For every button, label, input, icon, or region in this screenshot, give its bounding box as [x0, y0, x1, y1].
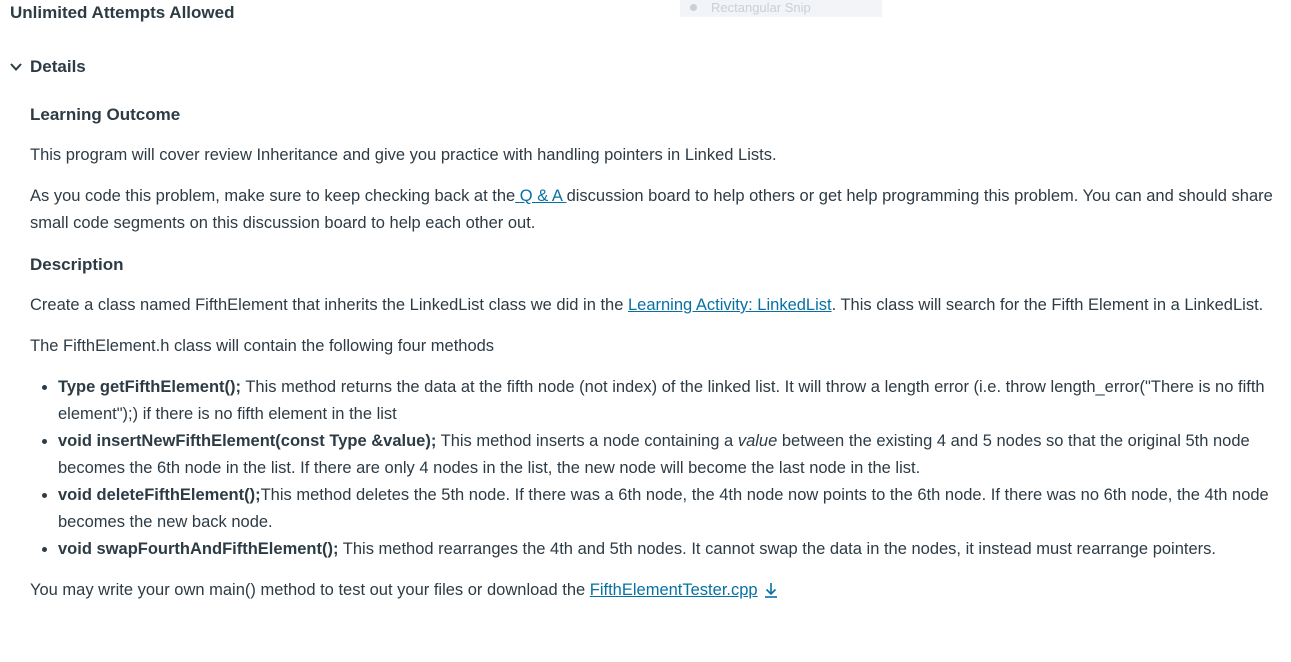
- tester-file-link[interactable]: FifthElementTester.cpp: [589, 581, 758, 599]
- method-description: This method returns the data at the fifth node (not index) of the linked list. It will throw a length error (i.e. throw length_error("There is no fifth element");) if there is no fifth element in the list: [58, 378, 1265, 423]
- qa-text-after: discussion board to help others or get help programming this problem. You can and should share small code segments on this discussion board to help each other out.: [30, 187, 1273, 232]
- method-signature: void insertNewFifthElement(const Type &value);: [58, 432, 437, 450]
- rectangular-snip-overlay[interactable]: [680, 0, 882, 17]
- description-paragraph: [30, 292, 1282, 319]
- tester-paragraph: [30, 577, 1282, 607]
- description-heading: Description: [30, 255, 124, 274]
- method-signature: Type getFifthElement();: [58, 378, 242, 396]
- details-toggle[interactable]: [9, 57, 86, 77]
- method-description: This method inserts a node containing a: [436, 432, 738, 450]
- radio-dot-icon: [690, 4, 697, 11]
- tester-text: You may write your own main() method to test out your files or download the: [30, 581, 590, 599]
- list-item: [58, 536, 1282, 563]
- method-signature: void deleteFifthElement();: [58, 486, 261, 504]
- learning-activity-link[interactable]: Learning Activity: LinkedList: [627, 296, 832, 314]
- chevron-down-icon: [9, 62, 23, 72]
- desc-text-after: . This class will search for the Fifth Element in a LinkedList.: [831, 296, 1264, 314]
- method-description: between the existing 4 and 5 nodes so that the original 5th node becomes the 6th node in the list. If there are only 4 nodes in the list, the new node will become the last node in the list.: [58, 432, 1250, 477]
- download-icon[interactable]: [764, 580, 778, 607]
- snip-label: Rectangular Snip: [711, 0, 811, 15]
- outcome-paragraph: This program will cover review Inheritance and give you practice with handling pointers in Linked Lists.: [30, 146, 777, 164]
- details-content: [30, 101, 1282, 621]
- method-description: This method deletes the 5th node. If there was a 6th node, the 4th node now points to the 6th node. If there was no 6th node, the 4th node becomes the new back node.: [58, 486, 1269, 531]
- qa-paragraph: [30, 183, 1282, 237]
- method-description: This method rearranges the 4th and 5th nodes. It cannot swap the data in the nodes, it instead must rearrange pointers.: [338, 540, 1216, 558]
- learning-outcome-heading: Learning Outcome: [30, 105, 181, 124]
- methods-list: [30, 374, 1282, 563]
- qa-text-before: As you code this problem, make sure to keep checking back at the: [30, 187, 516, 205]
- method-signature: void swapFourthAndFifthElement();: [58, 540, 339, 558]
- list-item: [58, 374, 1282, 428]
- desc-text-before: Create a class named FifthElement that inherits the LinkedList class we did in the: [30, 296, 628, 314]
- method-value-emphasis: value: [737, 432, 778, 450]
- list-item: [58, 482, 1282, 536]
- details-label: Details: [30, 57, 86, 76]
- methods-intro: The FifthElement.h class will contain the following four methods: [30, 337, 495, 355]
- list-item: [58, 428, 1282, 482]
- attempts-label: Unlimited Attempts Allowed: [10, 3, 235, 22]
- qa-link[interactable]: Q & A: [515, 187, 567, 205]
